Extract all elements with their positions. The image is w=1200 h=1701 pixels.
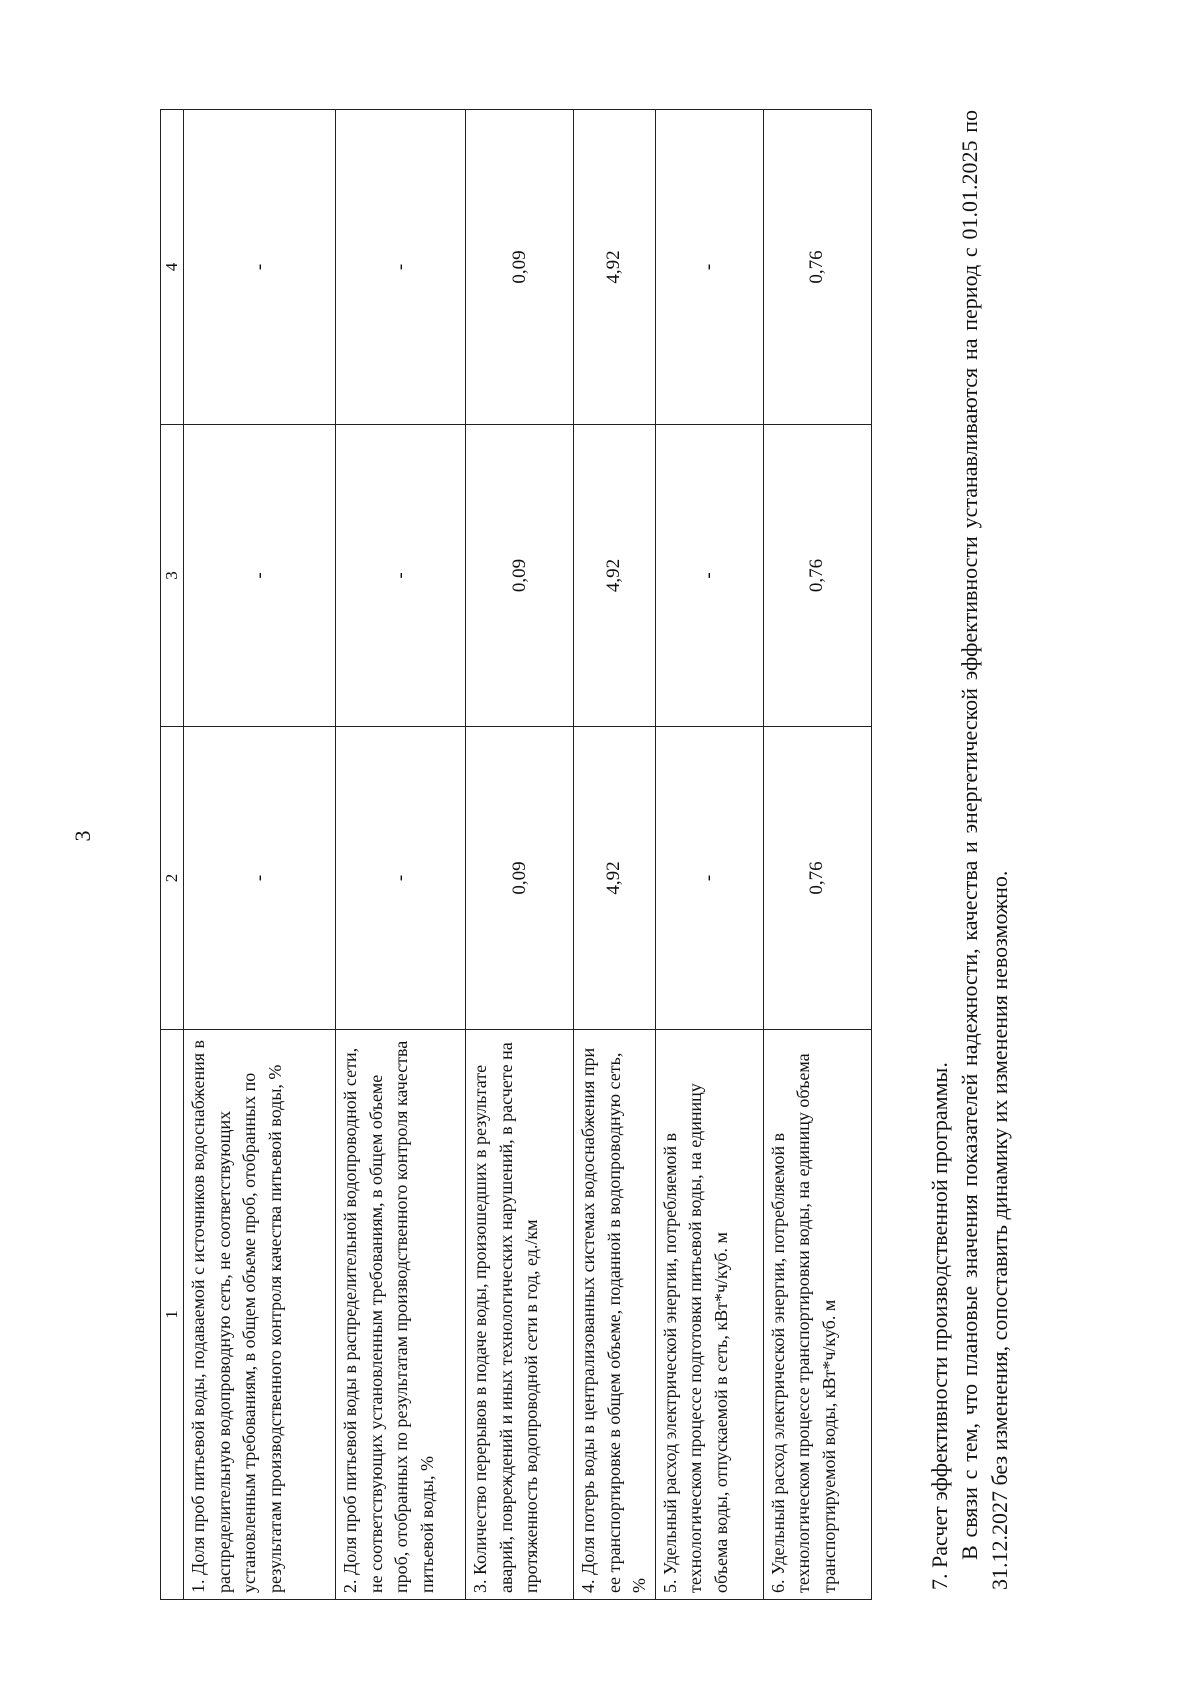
table-row	[655, 110, 763, 1600]
page-number: 3	[70, 830, 95, 842]
value-cell: -	[184, 110, 336, 425]
table-header-row	[161, 110, 184, 1600]
value-cell: -	[655, 110, 763, 425]
value-cell: 0,76	[763, 727, 871, 1030]
value-cell: -	[184, 727, 336, 1030]
rotated-content	[160, 110, 1060, 1600]
column-header: 3	[161, 425, 184, 727]
row-label: 5. Удельный расход электрической энергии, потребляемой в технологическом процессе подготовки питьевой воды, на единицу объема воды, отпускаемой в сеть, кВт*ч/куб. м	[655, 1030, 763, 1600]
value-cell: -	[336, 110, 466, 425]
row-label: 1. Доля проб питьевой воды, подаваемой с источников водоснабжения в распределительную водопроводную сеть, не соответствующих установленным требованиям, в общем объеме проб, отобранных по результатам производственного контроля качества питьевой воды, %	[184, 1030, 336, 1600]
section-heading: 7. Расчет эффективности производственной программы.	[927, 1062, 952, 1590]
value-cell: -	[336, 727, 466, 1030]
row-label: 4. Доля потерь воды в централизованных системах водоснабжения при ее транспортировке в общем объеме, поданной в водопроводную сеть, %	[574, 1030, 656, 1600]
column-header: 2	[161, 727, 184, 1030]
value-cell: 0,09	[466, 110, 574, 425]
column-header: 1	[161, 1030, 184, 1600]
value-cell: 4,92	[574, 425, 656, 727]
table-row	[763, 110, 871, 1600]
row-label: 6. Удельный расход электрической энергии, потребляемой в технологическом процессе транспортировки воды, на единицу объема транспортируемой воды, кВт*ч/куб. м	[763, 1030, 871, 1600]
value-cell: 0,09	[466, 727, 574, 1030]
table-row	[466, 110, 574, 1600]
table-row	[574, 110, 656, 1600]
value-cell: -	[655, 727, 763, 1030]
column-header: 4	[161, 110, 184, 425]
section-7	[925, 110, 1015, 1590]
indicators-table	[160, 109, 872, 1600]
row-label: 2. Доля проб питьевой воды в распределительной водопроводной сети, не соответствующих установленным требованиям, в общем объеме проб, отобранных по результатам производственного контроля качества питьевой воды, %	[336, 1030, 466, 1600]
section-paragraph: В связи с тем, что плановые значения показателей надежности, качества и энергетической эффективности устанавливаются на период с 01.01.2025 по 31.12.2027 без изменения, сопоставить динамику их изменения невозможно.	[957, 110, 1012, 1590]
value-cell: -	[655, 425, 763, 727]
value-cell: 0,09	[466, 425, 574, 727]
value-cell: 4,92	[574, 110, 656, 425]
value-cell: -	[336, 425, 466, 727]
value-cell: 0,76	[763, 110, 871, 425]
value-cell: -	[184, 425, 336, 727]
table-row	[336, 110, 466, 1600]
table-row	[184, 110, 336, 1600]
value-cell: 0,76	[763, 425, 871, 727]
value-cell: 4,92	[574, 727, 656, 1030]
row-label: 3. Количество перерывов в подаче воды, произошедших в результате аварий, повреждений и иных технологических нарушений, в расчете на протяженность водопроводной сети в год, ед./км	[466, 1030, 574, 1600]
